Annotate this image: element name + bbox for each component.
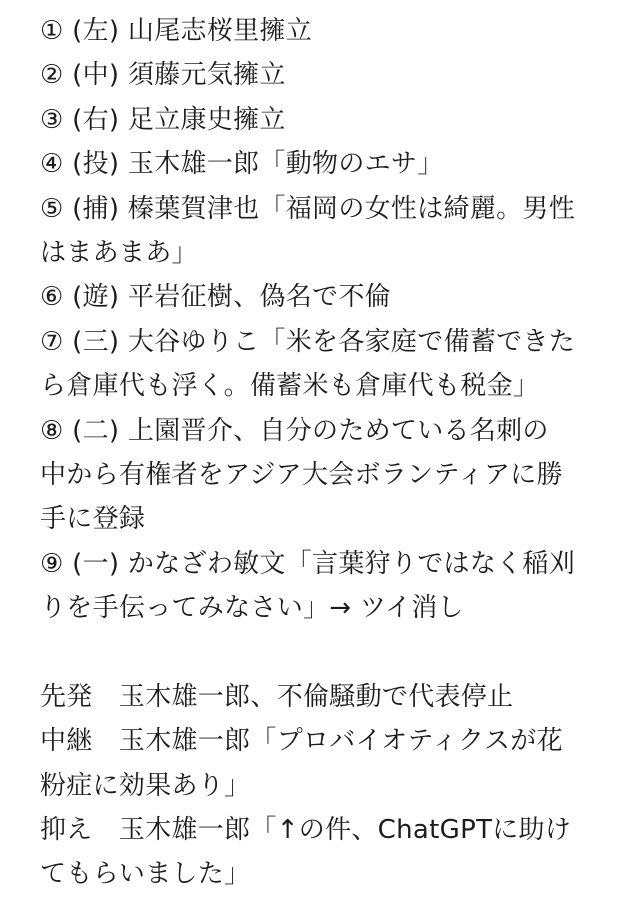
pitcher-line-1: 先発 玉木雄一郎、不倫騒動で代表停止 [40,681,514,712]
section-spacer [40,630,600,674]
lineup-line-5: ⑤ (捕) 榛葉賀津也「福岡の女性は綺麗。男性 [40,193,576,224]
lineup-line-7: ⑥ (遊) 平岩征樹、偽名で不倫 [40,282,391,313]
lineup-line-9: ら倉庫代も浮く。備蓄米も倉庫代も税金」 [40,371,540,402]
lineup-line-10: ⑧ (二) 上園晋介、自分のためている名刺の [40,415,549,446]
lineup-line-6: はまあまあ」 [40,237,198,268]
lineup-section [40,9,600,630]
lineup-line-12: 手に登録 [40,504,146,535]
pitcher-line-5: てもらいました」 [40,859,251,890]
pitchers-section [40,675,600,897]
lineup-line-3: ③ (右) 足立康史擁立 [40,104,286,135]
lineup-line-11: 中から有権者をアジア大会ボランティアに勝 [40,459,563,490]
lineup-line-13: ⑨ (一) かなざわ敏文「言葉狩りではなく稲刈 [40,548,576,579]
lineup-line-4: ④ (投) 玉木雄一郎「動物のエサ」 [40,149,444,180]
pitcher-line-2: 中継 玉木雄一郎「プロバイオティクスが花 [40,726,563,757]
lineup-line-14: りを手伝ってみなさい」→ ツイ消し [40,593,464,624]
lineup-line-8: ⑦ (三) 大谷ゆりこ「米を各家庭で備蓄できた [40,326,576,357]
pitcher-line-3: 粉症に効果あり」 [40,770,251,801]
pitcher-line-4: 抑え 玉木雄一郎「↑の件、ChatGPTに助け [40,815,572,846]
document-body [40,9,600,897]
lineup-line-1: ① (左) 山尾志桜里擁立 [40,16,313,46]
lineup-line-2: ② (中) 須藤元気擁立 [40,60,286,91]
